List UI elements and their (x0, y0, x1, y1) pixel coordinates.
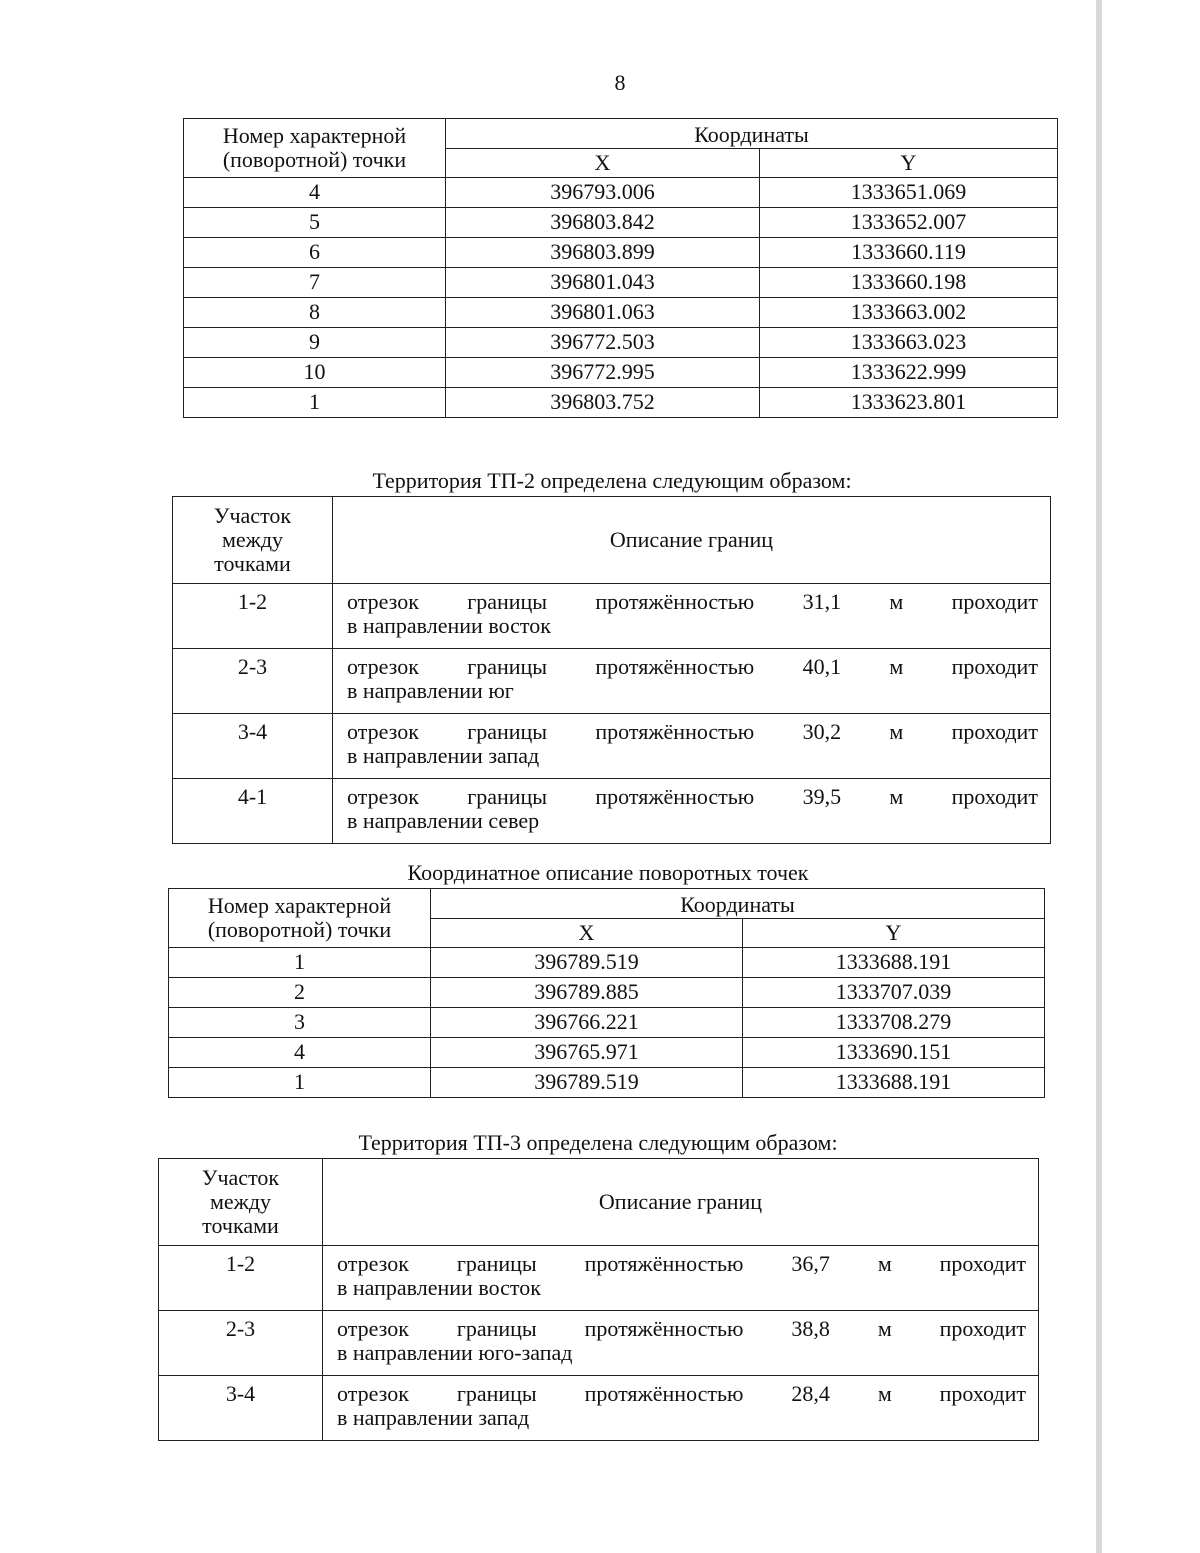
coordinate-y: 1333651.069 (760, 178, 1058, 208)
coordinate-x: 396801.063 (446, 298, 760, 328)
table-row (169, 978, 1045, 1008)
coordinate-x: 396789.519 (431, 948, 743, 978)
description-line-1 (347, 590, 1038, 614)
coordinate-y: 1333622.999 (760, 358, 1058, 388)
description-line-2: в направлении запад (337, 1405, 530, 1431)
page-number: 8 (614, 70, 626, 95)
table-row (184, 298, 1058, 328)
description-word: границы (467, 654, 548, 679)
description-word: протяжённостью (584, 1381, 744, 1406)
description-line-2: в направлении восток (337, 1275, 541, 1301)
table-row (173, 779, 1051, 844)
description-line-1 (337, 1252, 1026, 1276)
coordinate-x: 396803.752 (446, 388, 760, 418)
description-line-2: в направлении юг (347, 678, 514, 704)
description-word: границы (467, 719, 548, 744)
table-row (173, 584, 1051, 649)
coordinates-table-2 (168, 888, 1045, 1098)
table-row (184, 268, 1058, 298)
description-word: м (877, 1316, 892, 1341)
point-number: 2 (169, 978, 431, 1008)
table-row (184, 388, 1058, 418)
description-word: отрезок (337, 1381, 409, 1406)
table-row (169, 948, 1045, 978)
coordinate-x: 396789.885 (431, 978, 743, 1008)
description-word: проходит (939, 1251, 1026, 1276)
description-word: протяжённостью (595, 589, 755, 614)
point-number: 7 (184, 268, 446, 298)
segment-description (333, 649, 1051, 714)
scan-edge-line (1096, 0, 1102, 1553)
coordinate-y: 1333688.191 (743, 1068, 1045, 1098)
coordinate-y: 1333690.151 (743, 1038, 1045, 1068)
header-y: Y (743, 918, 1045, 948)
segment-description (333, 779, 1051, 844)
description-word: проходит (951, 589, 1038, 614)
point-number: 4 (169, 1038, 431, 1068)
segment-points: 4-1 (173, 779, 333, 844)
description-line-1 (347, 720, 1038, 744)
description-line-1 (337, 1317, 1026, 1341)
coordinates-table-1 (183, 118, 1058, 418)
description-word: границы (456, 1251, 537, 1276)
description-word: протяжённостью (584, 1251, 744, 1276)
description-word: м (889, 654, 904, 679)
tp2-block (172, 466, 1052, 844)
description-word: 36,7 (791, 1251, 830, 1276)
description-word: проходит (951, 784, 1038, 809)
description-word: проходит (939, 1381, 1026, 1406)
description-word: проходит (939, 1316, 1026, 1341)
segment-description (323, 1376, 1039, 1441)
description-word: протяжённостью (595, 784, 755, 809)
header-point-number: Номер характерной (поворотной) точки (169, 889, 431, 948)
description-word: отрезок (337, 1251, 409, 1276)
segment-points: 3-4 (159, 1376, 323, 1441)
table-row (184, 178, 1058, 208)
tp3-block (158, 1128, 1039, 1441)
header-coordinates: Координаты (446, 119, 1058, 149)
coordinate-y: 1333688.191 (743, 948, 1045, 978)
coordinate-y: 1333623.801 (760, 388, 1058, 418)
description-word: границы (456, 1316, 537, 1341)
tp2-caption: Территория ТП-2 определена следующим образом: (372, 468, 852, 493)
segment-points: 2-3 (173, 649, 333, 714)
description-word: м (889, 589, 904, 614)
table-row (169, 1038, 1045, 1068)
description-line-1 (337, 1382, 1026, 1406)
segment-points: 1-2 (173, 584, 333, 649)
coordinate-x: 396793.006 (446, 178, 760, 208)
description-word: м (889, 784, 904, 809)
header-description: Описание границ (323, 1159, 1039, 1246)
table-row (184, 238, 1058, 268)
coordinate-y: 1333707.039 (743, 978, 1045, 1008)
description-word: м (877, 1251, 892, 1276)
coordinates-table-1-block (183, 118, 1058, 418)
point-number: 1 (169, 948, 431, 978)
coordinate-x: 396766.221 (431, 1008, 743, 1038)
description-word: 31,1 (802, 589, 842, 614)
description-word: отрезок (337, 1316, 409, 1341)
coordinate-y: 1333663.002 (760, 298, 1058, 328)
point-number: 4 (184, 178, 446, 208)
coordinate-y: 1333660.198 (760, 268, 1058, 298)
description-word: отрезок (347, 719, 419, 744)
coordinate-x: 396803.899 (446, 238, 760, 268)
table-row (159, 1311, 1039, 1376)
table-row (184, 208, 1058, 238)
description-line-2: в направлении север (347, 808, 540, 834)
header-x: X (446, 148, 760, 178)
coordinates-caption: Координатное описание поворотных точек (407, 860, 809, 885)
point-number: 8 (184, 298, 446, 328)
description-word: м (889, 719, 904, 744)
description-word: протяжённостью (595, 719, 755, 744)
tp3-caption: Территория ТП-3 определена следующим образом: (358, 1130, 838, 1155)
coordinate-y: 1333660.119 (760, 238, 1058, 268)
description-word: границы (467, 784, 548, 809)
coordinate-y: 1333652.007 (760, 208, 1058, 238)
coordinate-x: 396765.971 (431, 1038, 743, 1068)
header-point-number: Номер характерной (поворотной) точки (184, 119, 446, 178)
header-x: X (431, 918, 743, 948)
description-word: протяжённостью (595, 654, 755, 679)
point-number: 1 (169, 1068, 431, 1098)
coordinate-x: 396803.842 (446, 208, 760, 238)
segment-description (333, 714, 1051, 779)
segment-points: 3-4 (173, 714, 333, 779)
table-row (173, 649, 1051, 714)
table-row (159, 1246, 1039, 1311)
header-segment: Участок между точками (173, 497, 333, 584)
coordinate-y: 1333708.279 (743, 1008, 1045, 1038)
description-word: 39,5 (802, 784, 842, 809)
table-row (169, 1068, 1045, 1098)
point-number: 6 (184, 238, 446, 268)
description-word: отрезок (347, 784, 419, 809)
description-line-2: в направлении юго-запад (337, 1340, 573, 1366)
segment-points: 2-3 (159, 1311, 323, 1376)
tp2-table (172, 496, 1051, 844)
description-line-2: в направлении запад (347, 743, 540, 769)
header-description: Описание границ (333, 497, 1051, 584)
segment-points: 1-2 (159, 1246, 323, 1311)
description-line-1 (347, 785, 1038, 809)
description-word: проходит (951, 654, 1038, 679)
header-segment: Участок между точками (159, 1159, 323, 1246)
coordinate-x: 396772.503 (446, 328, 760, 358)
description-line-2: в направлении восток (347, 613, 551, 639)
segment-description (333, 584, 1051, 649)
description-word: границы (456, 1381, 537, 1406)
segment-description (323, 1246, 1039, 1311)
coordinate-x: 396789.519 (431, 1068, 743, 1098)
point-number: 10 (184, 358, 446, 388)
description-word: 40,1 (802, 654, 842, 679)
description-word: отрезок (347, 654, 419, 679)
description-word: границы (467, 589, 548, 614)
description-word: м (877, 1381, 892, 1406)
coordinate-x: 396801.043 (446, 268, 760, 298)
description-word: протяжённостью (584, 1316, 744, 1341)
coordinate-x: 396772.995 (446, 358, 760, 388)
table-row (159, 1376, 1039, 1441)
description-word: отрезок (347, 589, 419, 614)
table-row (169, 1008, 1045, 1038)
header-coordinates: Координаты (431, 889, 1045, 919)
point-number: 5 (184, 208, 446, 238)
description-word: 38,8 (791, 1316, 830, 1341)
coordinate-y: 1333663.023 (760, 328, 1058, 358)
table-row (184, 328, 1058, 358)
description-word: 30,2 (802, 719, 842, 744)
point-number: 9 (184, 328, 446, 358)
header-y: Y (760, 148, 1058, 178)
segment-description (323, 1311, 1039, 1376)
point-number: 3 (169, 1008, 431, 1038)
table-row (173, 714, 1051, 779)
table-row (184, 358, 1058, 388)
description-word: 28,4 (791, 1381, 830, 1406)
tp3-table (158, 1158, 1039, 1441)
description-word: проходит (951, 719, 1038, 744)
point-number: 1 (184, 388, 446, 418)
coordinates-table-2-block (168, 858, 1048, 1098)
description-line-1 (347, 655, 1038, 679)
